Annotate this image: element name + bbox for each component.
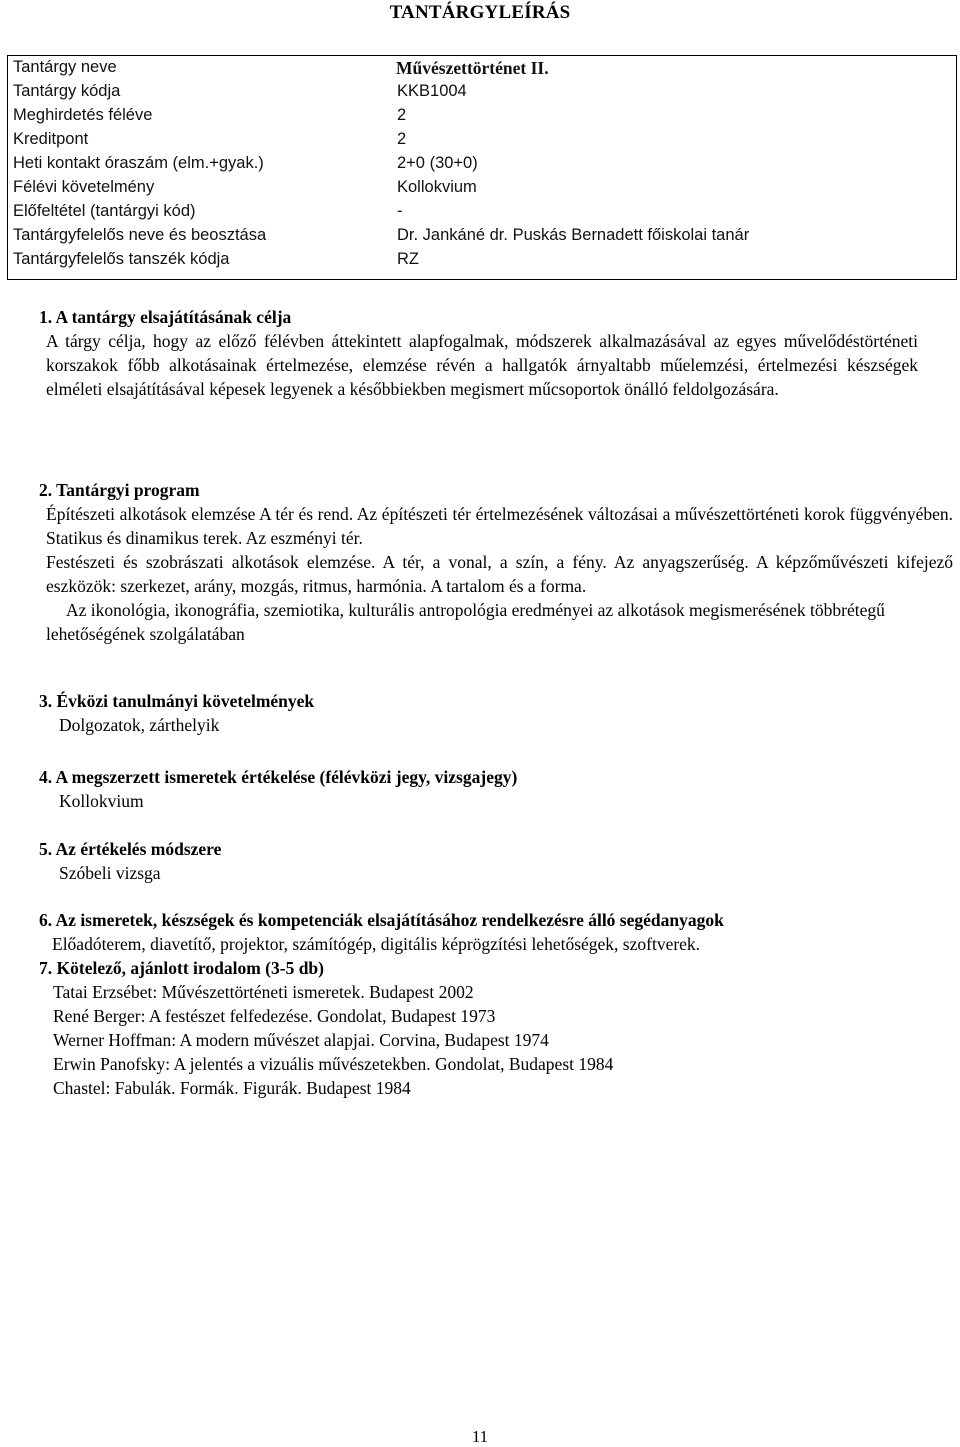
section-resources (39, 908, 960, 956)
info-row-prerequisite (13, 202, 953, 226)
section-course-goal (39, 305, 918, 401)
info-row-course-name (13, 58, 953, 82)
literature-item: René Berger: A festészet felfedezése. Gondolat, Budapest 1973 (53, 1006, 496, 1026)
literature-item: Tatai Erzsébet: Művészettörténeti ismeretek. Budapest 2002 (53, 982, 474, 1002)
info-label: Félévi követelmény (13, 178, 155, 196)
section-body: Szóbeli vizsga (59, 863, 161, 883)
instructor-value: Dr. Jankáné dr. Puskás Bernadett főiskolai tanár (397, 226, 750, 244)
section-body: A tárgy célja, hogy az előző félévben áttekintett alapfogalmak, módszerek alkalmazásával az egyes művelődéstörténeti korszakok főbb alkotásainak értelmezése, elemzése révén a hallgatók árnyaltabb műelemzési, értelmezési készségek elméleti elsajátításával képesek legyenek a későbbiekben megismert műcsoportok önálló feldolgozására. (46, 331, 918, 399)
program-paragraph: Az ikonológia, ikonográfia, szemiotika, kulturális antropológia eredményei az alkotások megismerésének többrétegű lehetőségének szolgálatában (46, 600, 885, 644)
literature-item: Werner Hoffman: A modern művészet alapjai. Corvina, Budapest 1974 (53, 1030, 549, 1050)
page-number: 11 (471, 1427, 489, 1446)
info-label: Tantárgy kódja (13, 82, 121, 100)
program-paragraph: Építészeti alkotások elemzése A tér és rend. Az építészeti tér értelmezésének változásai a művészettörténeti korok függvényében. Statikus és dinamikus terek. Az eszményi tér. (46, 504, 953, 548)
info-row-requirement (13, 178, 953, 202)
section-heading: 1. A tantárgy elsajátításának célja (39, 307, 292, 327)
course-code-value: KKB1004 (397, 82, 467, 100)
section-body: Dolgozatok, zárthelyik (59, 715, 220, 735)
literature-item: Chastel: Fabulák. Formák. Figurák. Budapest 1984 (53, 1078, 411, 1098)
section-heading: 4. A megszerzett ismeretek értékelése (félévközi jegy, vizsgajegy) (39, 767, 518, 787)
section-heading: 6. Az ismeretek, készségek és kompetenciák elsajátításához rendelkezésre álló segédanyagok (39, 910, 724, 930)
section-semester-requirements (39, 689, 960, 737)
info-row-weekly-hours (13, 154, 953, 178)
section-evaluation-method (39, 837, 960, 885)
info-label: Meghirdetés féléve (13, 106, 153, 124)
section-course-program (39, 478, 953, 646)
requirement-value: Kollokvium (397, 178, 477, 196)
section-heading: 7. Kötelező, ajánlott irodalom (3-5 db) (39, 958, 324, 978)
section-assessment (39, 765, 960, 813)
section-heading: 2. Tantárgyi program (39, 480, 200, 500)
course-name-value: Művészettörténet II. (396, 58, 549, 78)
info-label: Előfeltétel (tantárgyi kód) (13, 202, 196, 220)
section-body: Kollokvium (59, 791, 144, 811)
literature-item: Erwin Panofsky: A jelentés a vizuális művészetekben. Gondolat, Budapest 1984 (53, 1054, 614, 1074)
info-label: Kreditpont (13, 130, 89, 148)
info-label: Tantárgyfelelős neve és beosztása (13, 226, 267, 244)
section-literature (39, 956, 960, 1100)
credits-value: 2 (397, 130, 407, 148)
info-row-department (13, 250, 953, 274)
document-title: TANTÁRGYLEÍRÁS (389, 2, 571, 23)
section-heading: 5. Az értékelés módszere (39, 839, 222, 859)
info-label: Tantárgyfelelős tanszék kódja (13, 250, 230, 268)
info-label: Tantárgy neve (13, 58, 117, 76)
semester-value: 2 (397, 106, 407, 124)
info-row-semester (13, 106, 953, 130)
department-value: RZ (397, 250, 419, 268)
info-label: Heti kontakt óraszám (elm.+gyak.) (13, 154, 264, 172)
prerequisite-value: - (397, 202, 403, 220)
section-heading: 3. Évközi tanulmányi követelmények (39, 691, 315, 711)
program-paragraph: Festészeti és szobrászati alkotások elemzése. A tér, a vonal, a szín, a fény. Az anyagszerűség. A képzőművészeti kifejező eszközök: szerkezet, arány, mozgás, ritmus, harmónia. A tartalom és a forma. (46, 552, 953, 596)
info-row-instructor (13, 226, 953, 250)
info-row-credits (13, 130, 953, 154)
info-row-course-code (13, 82, 953, 106)
course-info-table (7, 55, 957, 280)
weekly-hours-value: 2+0 (30+0) (397, 154, 478, 172)
section-body: Előadóterem, diavetítő, projektor, számítógép, digitális képrögzítési lehetőségek, szoftverek. (52, 934, 701, 954)
